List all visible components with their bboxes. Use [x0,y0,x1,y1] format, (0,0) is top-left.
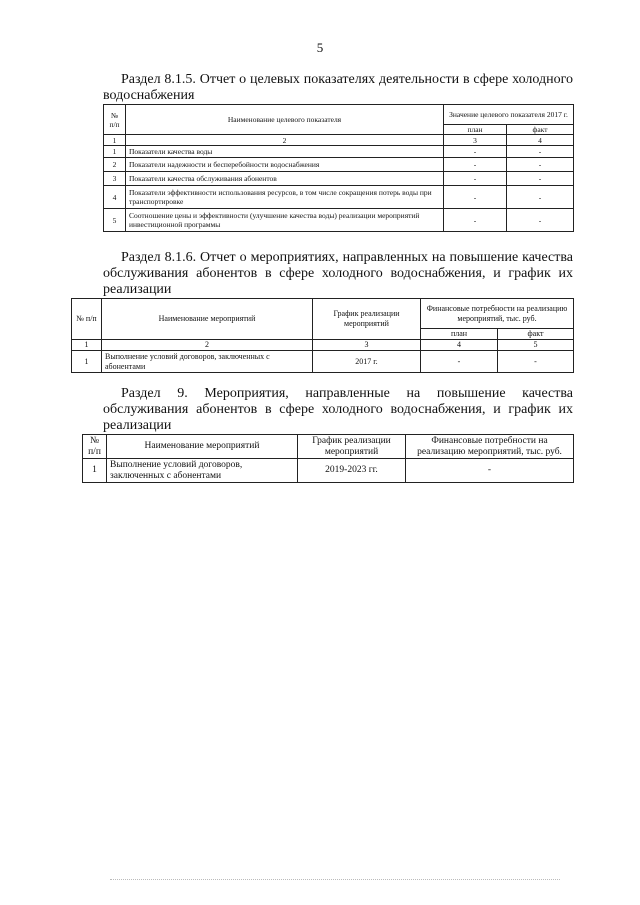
row-schedule: 2017 г. [313,351,421,373]
row-num: 1 [72,351,102,373]
row-plan: - [444,186,507,209]
col-header-schedule: График реализации мероприятий [298,435,406,459]
row-num: 1 [83,459,107,483]
table-row [104,209,574,232]
index-cell: 5 [498,340,574,351]
col-header-fact: факт [498,329,574,340]
row-fact: - [498,351,574,373]
row-plan: - [444,172,507,186]
service-quality-measures-table [82,434,574,483]
col-header-indicator-name: Наименование целевого показателя [126,105,444,135]
table-row [72,351,574,373]
table-row [83,459,574,483]
row-num: 1 [104,146,126,158]
row-fact: - [507,209,574,232]
col-header-num: № п/п [72,299,102,340]
section-815-heading [103,72,573,104]
row-num: 2 [104,158,126,172]
col-header-schedule: График реализации мероприятий [313,299,421,340]
col-header-fact: факт [507,125,574,135]
row-indicator-name: Показатели качества обслуживания абонентов [126,172,444,186]
index-cell: 3 [444,135,507,146]
index-cell: 4 [421,340,498,351]
row-plan: - [421,351,498,373]
col-header-event-name: Наименование мероприятий [107,435,298,459]
service-quality-events-table [71,298,574,373]
col-header-finance: Финансовые потребности на реализацию мероприятий, тыс. руб. [421,299,574,329]
index-cell: 3 [313,340,421,351]
table-row [104,146,574,158]
row-indicator-name: Соотношение цены и эффективности (улучшение качества воды) реализации мероприятий инвестиционной программы [126,209,444,232]
row-fact: - [507,172,574,186]
row-num: 5 [104,209,126,232]
footer-scan-line [110,879,560,880]
col-header-event-name: Наименование мероприятий [102,299,313,340]
row-num: 3 [104,172,126,186]
col-header-plan: план [444,125,507,135]
section-9-heading-text: Раздел 9. Мероприятия, направленные на повышение качества обслуживания абонентов в сфере холодного водоснабжения, и график их реализации [103,386,573,433]
row-num: 4 [104,186,126,209]
index-cell: 4 [507,135,574,146]
table-row [104,186,574,209]
row-fact: - [507,146,574,158]
col-header-target-value: Значение целевого показателя 2017 г. [444,105,574,125]
col-header-finance: Финансовые потребности на реализацию мероприятий, тыс. руб. [406,435,574,459]
page-number: 5 [316,40,324,55]
table-row [104,158,574,172]
row-plan: - [444,158,507,172]
index-cell: 1 [104,135,126,146]
row-indicator-name: Показатели надежности и бесперебойности водоснабжения [126,158,444,172]
row-event-name: Выполнение условий договоров, заключенных с абонентами [102,351,313,373]
row-event-name: Выполнение условий договоров, заключенных с абонентами [107,459,298,483]
row-indicator-name: Показатели качества воды [126,146,444,158]
section-816-heading-text: Раздел 8.1.6. Отчет о мероприятиях, направленных на повышение качества обслуживания абонентов в сфере холодного водоснабжения, и график их реализации [103,250,573,297]
target-indicators-table [103,104,574,232]
section-816-heading [103,250,573,298]
index-cell: 2 [102,340,313,351]
row-indicator-name: Показатели эффективности использования ресурсов, в том числе сокращения потерь воды при транспортировке [126,186,444,209]
section-9-heading [103,386,573,434]
row-fact: - [507,186,574,209]
index-cell: 1 [72,340,102,351]
col-header-plan: план [421,329,498,340]
index-cell: 2 [126,135,444,146]
row-plan: - [444,209,507,232]
col-header-num: № п/п [104,105,126,135]
row-schedule: 2019-2023 гг. [298,459,406,483]
section-815-heading-text: Раздел 8.1.5. Отчет о целевых показателях деятельности в сфере холодного водоснабжения [103,72,573,103]
row-finance: - [406,459,574,483]
table-row [104,172,574,186]
col-header-num: № п/п [83,435,107,459]
row-fact: - [507,158,574,172]
row-plan: - [444,146,507,158]
